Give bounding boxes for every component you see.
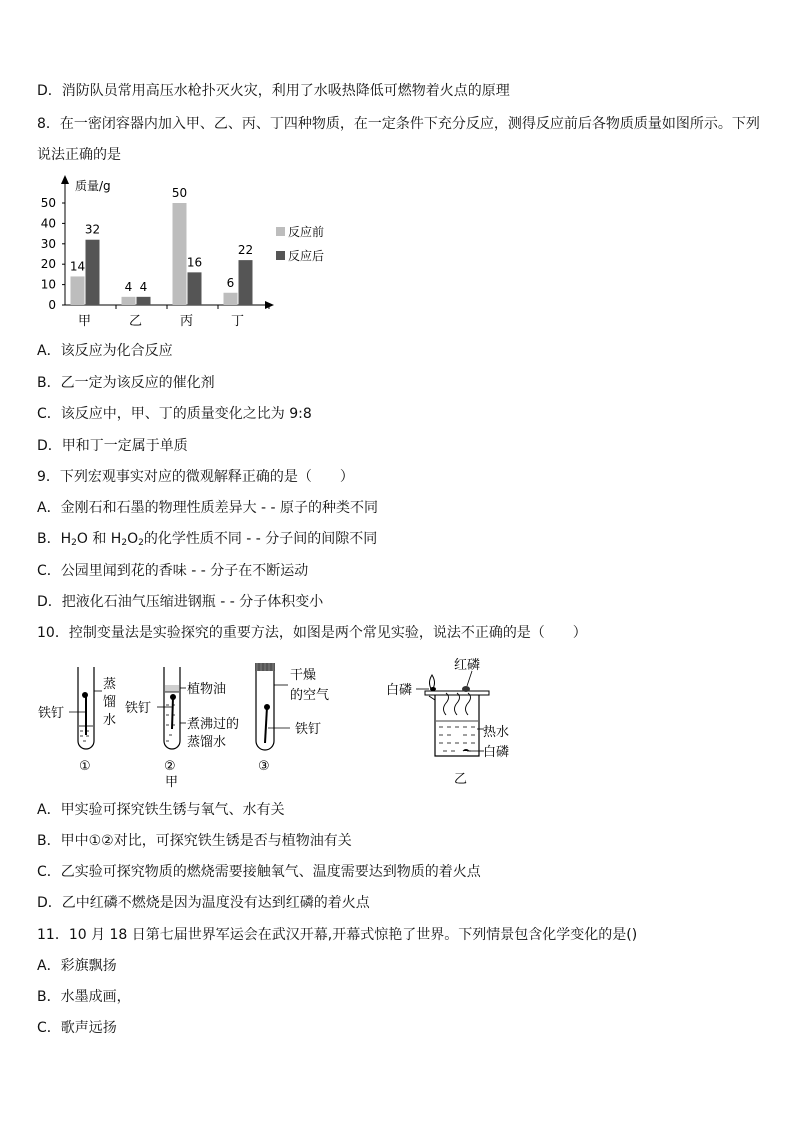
y-tick-label: 10 bbox=[40, 277, 56, 292]
experiment-label-yi: 乙 bbox=[454, 772, 468, 787]
data-label: 50 bbox=[171, 186, 188, 200]
boiled-water-label-a: 煮沸过的 bbox=[187, 717, 240, 732]
dry-air-label-b: 的空气 bbox=[290, 688, 330, 703]
test-tube-1 bbox=[38, 667, 116, 774]
water-label-1c: 水 bbox=[103, 713, 117, 728]
q9-option-b: B．$H_2O$ 和 $H_2O_2$的化学性质不同 - - 分子间的间隙不同 bbox=[37, 531, 378, 548]
bar-after bbox=[188, 272, 202, 305]
q10-option-c: C．乙实验可探究物质的燃烧需要接触氧气、温度需要达到物质的着火点 bbox=[37, 864, 481, 880]
data-label: 32 bbox=[84, 222, 101, 237]
y-axis-label: 质量/g bbox=[75, 179, 111, 193]
y-tick-label: 40 bbox=[40, 216, 56, 231]
q9-option-d: D．把液化石油气压缩进钢瓶 - - 分子体积变小 bbox=[37, 594, 324, 610]
iron-nail-3 bbox=[265, 707, 267, 743]
boiled-water-label-b: 蒸馏水 bbox=[187, 735, 227, 750]
data-label: 6 bbox=[226, 275, 235, 290]
data-label: 14 bbox=[69, 259, 86, 274]
bar-before bbox=[122, 297, 136, 305]
q8-option-b: B．乙一定为该反应的催化剂 bbox=[37, 375, 215, 391]
bar-before bbox=[224, 293, 238, 305]
x-tick-label: 乙 bbox=[128, 314, 143, 329]
y-axis-arrow bbox=[61, 175, 69, 184]
q7-option-d: D．消防队员常用高压水枪扑灭火灾，利用了水吸热降低可燃物着火点的原理 bbox=[37, 83, 510, 99]
y-tick-label: 20 bbox=[40, 257, 56, 272]
red-phosphorus-label: 红磷 bbox=[454, 658, 481, 673]
hot-water-label: 热水 bbox=[483, 725, 510, 740]
tube-number-1: ① bbox=[79, 759, 91, 774]
data-label: 4 bbox=[124, 279, 133, 294]
water-label-1b: 馏 bbox=[103, 695, 117, 710]
nail-label-1: 铁钉 bbox=[38, 706, 65, 721]
bar-after bbox=[86, 240, 100, 305]
q9-option-a: A．金刚石和石墨的物理性质差异大 - - 原子的种类不同 bbox=[37, 500, 379, 516]
q8-option-d: D．甲和丁一定属于单质 bbox=[37, 438, 188, 454]
tube-number-2: ② bbox=[164, 759, 176, 774]
q8-stem-line1: 8．在一密闭容器内加入甲、乙、丙、丁四种物质，在一定条件下充分反应，测得反应前后各物质质量如图所示。下列 bbox=[37, 116, 760, 132]
x-tick-label: 丙 bbox=[179, 314, 194, 329]
q8-bar-chart bbox=[30, 172, 340, 332]
data-label: 4 bbox=[139, 279, 148, 294]
q8-option-c: C．该反应中，甲、丁的质量变化之比为 9:8 bbox=[37, 406, 312, 422]
bar-after bbox=[239, 260, 253, 305]
q8-stem-line2: 说法正确的是 bbox=[37, 147, 121, 163]
data-label: 16 bbox=[186, 255, 203, 270]
y-tick-label: 50 bbox=[40, 196, 56, 210]
tube-number-3: ③ bbox=[258, 759, 270, 774]
nail-label-2: 铁钉 bbox=[125, 701, 152, 716]
experiment-label-jia: 甲 bbox=[165, 775, 179, 790]
q10-stem: 10．控制变量法是实验探究的重要方法，如图是两个常见实验，说法不正确的是（ ） bbox=[37, 625, 587, 641]
legend-label: 反应前 bbox=[288, 225, 325, 239]
q9-option-c: C．公园里闻到花的香味 - - 分子在不断运动 bbox=[37, 563, 309, 579]
water-label-1a: 蒸 bbox=[103, 677, 117, 692]
q11-option-a: A．彩旗飘扬 bbox=[37, 958, 117, 974]
white-phosphorus-bottom-label: 白磷 bbox=[483, 745, 510, 760]
data-label: 22 bbox=[237, 243, 254, 258]
q11-option-c: C．歌声远扬 bbox=[37, 1020, 117, 1036]
test-tube-2 bbox=[125, 667, 239, 790]
oil-label: 植物油 bbox=[187, 682, 227, 697]
q10-experiment-figure bbox=[36, 655, 526, 790]
q11-stem: 11．10 月 18 日第七届世界军运会在武汉开幕,开幕式惊艳了世界。下列情景包含化学变化的是() bbox=[37, 927, 638, 943]
bar-before bbox=[173, 203, 187, 305]
test-tube-3 bbox=[255, 663, 329, 774]
iron-nail-2 bbox=[172, 697, 173, 729]
y-tick-label: 30 bbox=[40, 236, 56, 251]
q10-option-d: D．乙中红磷不燃烧是因为温度没有达到红磷的着火点 bbox=[37, 895, 370, 911]
y-tick-label: 0 bbox=[48, 298, 56, 312]
q10-option-b: B．甲中①②对比，可探究铁生锈是否与植物油有关 bbox=[37, 833, 352, 849]
legend-label: 反应后 bbox=[288, 249, 325, 263]
bar-after bbox=[137, 297, 151, 305]
x-tick-label: 丁 bbox=[230, 314, 245, 329]
q11-option-b: B．水墨成画， bbox=[37, 989, 131, 1005]
white-phosphorus-top-label: 白磷 bbox=[386, 683, 413, 698]
combustion-beaker bbox=[386, 657, 509, 787]
q8-option-a: A．该反应为化合反应 bbox=[37, 343, 173, 359]
dry-air-label-a: 干燥 bbox=[290, 668, 317, 683]
q9-stem: 9．下列宏观事实对应的微观解释正确的是（ ） bbox=[37, 469, 354, 485]
nail-label-3: 铁钉 bbox=[295, 722, 322, 737]
legend-swatch bbox=[276, 227, 285, 236]
q10-option-a: A．甲实验可探究铁生锈与氧气、水有关 bbox=[37, 802, 285, 818]
x-tick-label: 甲 bbox=[77, 314, 92, 329]
bar-before bbox=[71, 276, 85, 305]
legend-swatch bbox=[276, 251, 285, 260]
